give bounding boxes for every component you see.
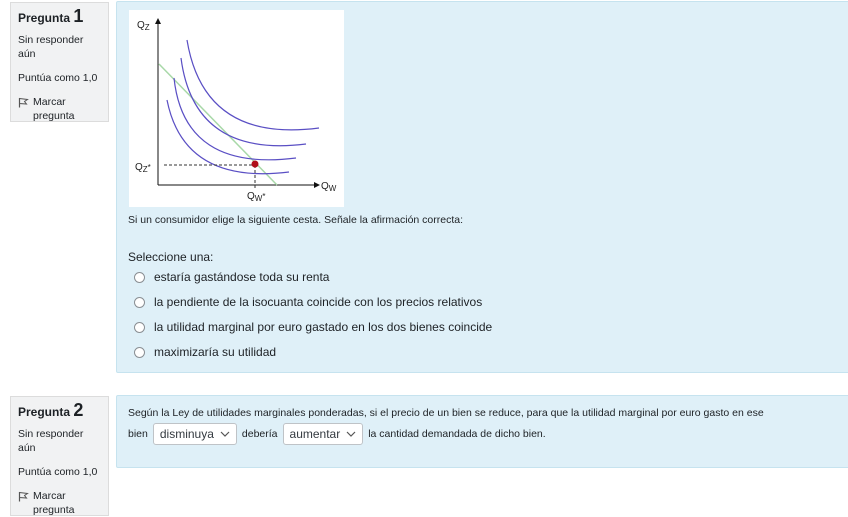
radio-button[interactable] (134, 322, 145, 333)
q1-option-3[interactable] (134, 320, 492, 334)
x-axis-label: $Q_W$ (321, 181, 337, 193)
flag-icon (18, 491, 29, 502)
q1-option-2[interactable] (134, 295, 482, 309)
q1-option-4[interactable] (134, 345, 276, 359)
flag-icon (18, 97, 29, 108)
q2-text-before: bien (128, 428, 148, 440)
q2-text-line2 (128, 423, 546, 445)
radio-button[interactable] (134, 297, 145, 308)
q1-points: Puntúa como 1,0 (18, 72, 98, 84)
radio-button[interactable] (134, 272, 145, 283)
q1-graph (129, 10, 344, 207)
optimum-point (252, 161, 259, 168)
q2-select-1-value: disminuya (159, 427, 214, 441)
q2-select-2[interactable] (283, 423, 364, 445)
chevron-down-icon (220, 431, 230, 437)
q1-prompt: Seleccione una: (128, 250, 214, 264)
x-star-label: $Q_W^*$ (247, 191, 266, 203)
q2-points: Puntúa como 1,0 (18, 466, 98, 478)
q2-flag-link[interactable] (18, 489, 101, 517)
q1-content (116, 1, 848, 373)
q2-number: 2 (73, 400, 84, 420)
x-axis-arrow (314, 182, 320, 188)
q1-option-1[interactable] (134, 270, 329, 284)
option-label: la utilidad marginal por euro gastado en los dos bienes coincide (154, 320, 493, 334)
indifference-curve-graph (129, 10, 344, 207)
indifference-curve-4 (187, 40, 319, 130)
y-axis-arrow (155, 18, 161, 24)
indifference-curve-1 (167, 100, 289, 174)
q1-info (10, 2, 109, 122)
option-label: la pendiente de la isocuanta coincide con los precios relativos (154, 295, 483, 309)
q1-flag-link[interactable] (18, 95, 101, 123)
q1-label: Pregunta (18, 11, 71, 25)
y-star-label: $Q_Z^*$ (135, 162, 151, 174)
chevron-down-icon (346, 431, 356, 437)
q2-content (116, 395, 848, 468)
q2-select-1[interactable] (153, 423, 237, 445)
radio-button[interactable] (134, 347, 145, 358)
q2-title (18, 400, 101, 420)
q1-question-text: Si un consumidor elige la siguiente cesta. Señale la afirmación correcta: (128, 214, 464, 226)
q1-title (18, 6, 101, 26)
q2-label: Pregunta (18, 405, 71, 419)
y-axis-label: $Q_Z$ (137, 20, 150, 32)
q2-select-2-value: aumentar (289, 427, 341, 441)
q2-text-line1: Según la Ley de utilidades marginales ponderadas, si el precio de un bien se reduce, para que la utilidad marginal por euro gasto en ese (128, 407, 764, 419)
q2-text-after: la cantidad demandada de dicho bien. (368, 428, 546, 440)
q2-info (10, 396, 109, 516)
q1-flag-label: Marcar pregunta (33, 96, 75, 122)
q2-flag-label: Marcar pregunta (33, 490, 75, 516)
option-label: maximizaría su utilidad (154, 345, 277, 359)
option-label: estaría gastándose toda su renta (154, 270, 330, 284)
indifference-curve-3 (181, 58, 306, 146)
q2-text-middle: debería (241, 428, 278, 440)
q1-number: 1 (73, 6, 84, 26)
q1-status: Sin responder aún (18, 34, 84, 60)
q2-status: Sin responder aún (18, 428, 84, 454)
indifference-curve-2 (174, 78, 296, 160)
